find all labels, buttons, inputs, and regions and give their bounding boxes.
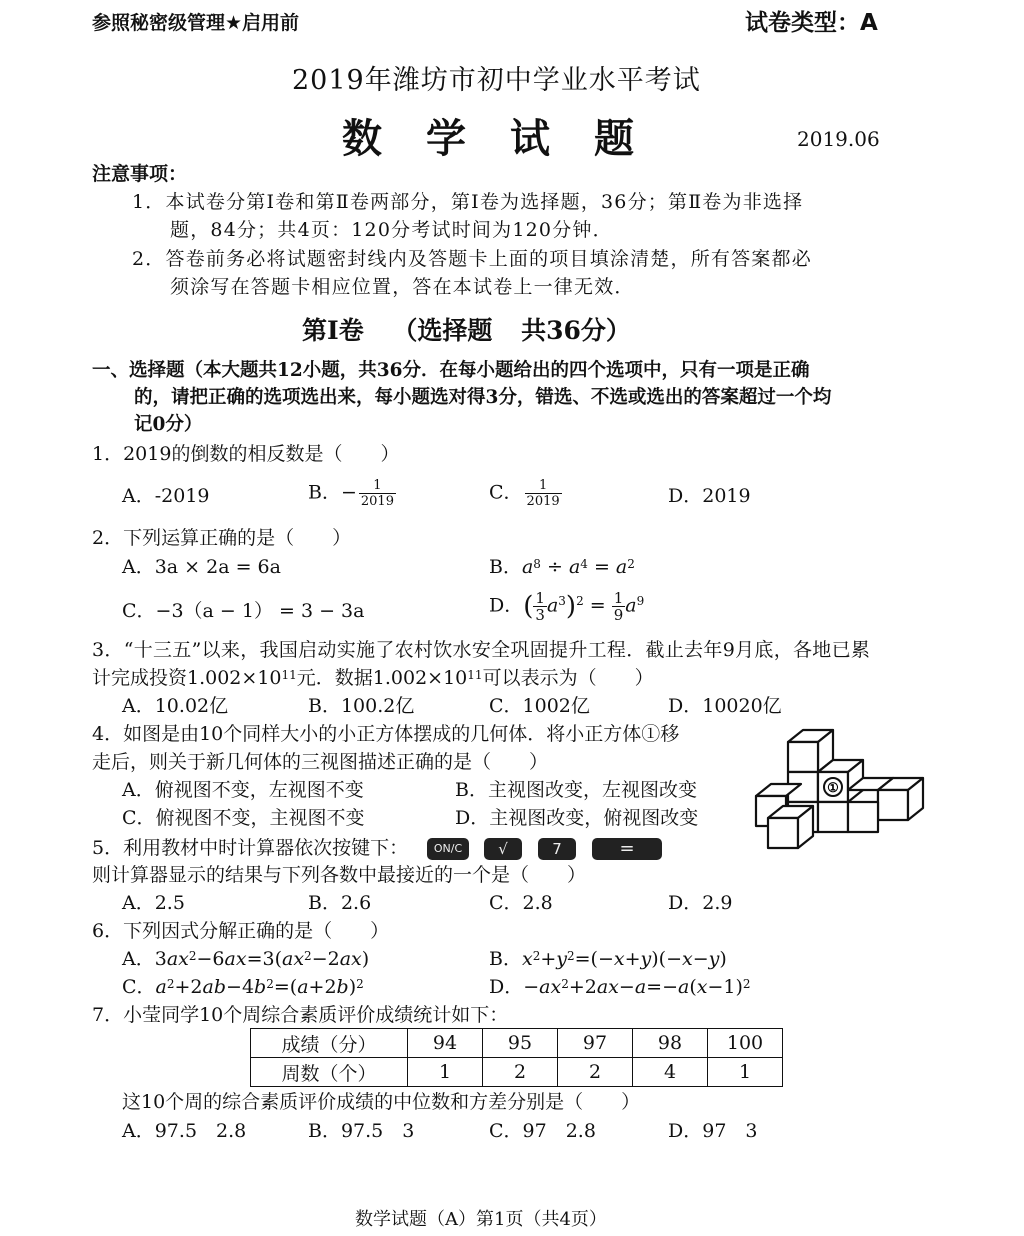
notice-item-2-cont: 须涂写在答题卡相应位置，答在本试卷上一律无效． xyxy=(170,276,635,298)
q7-option-b: B．97.5 3 xyxy=(308,1120,415,1142)
q4-stem: 4．如图是由10个同样大小的小正方体摆成的几何体．将小正方体①移 xyxy=(92,723,680,745)
exam-date: 2019.06 xyxy=(797,127,880,151)
q4-option-a: A．俯视图不变，左视图不变 xyxy=(122,779,364,801)
calculator-key-equals: = xyxy=(592,838,662,860)
q3-option-b: B．100.2亿 xyxy=(308,695,415,717)
table-cell: 1 xyxy=(708,1058,783,1087)
q6-option-b: B．$x^2+y^2=(-x+y)(-x-y)$ xyxy=(489,948,727,970)
q6-option-c: C．$a^2+2ab-4b^2=(a+2b)^2$ xyxy=(122,976,364,998)
q7-question: 这10个周的综合素质评价成绩的中位数和方差分别是（ ） xyxy=(122,1091,641,1113)
q6-option-d: D．$-ax^2+2ax-a=-a(x-1)^2$ xyxy=(489,976,751,998)
q5-option-a: A．2.5 xyxy=(122,892,185,914)
part-instructions-line3: 记0分） xyxy=(134,414,203,435)
cube-label: ① xyxy=(827,781,839,796)
table-cell: 100 xyxy=(708,1029,783,1058)
q2-option-b: B．$a^8 \div a^4 = a^2$ xyxy=(489,556,635,578)
q7-option-d: D．97 3 xyxy=(668,1120,758,1142)
q1-stem: 1．2019的倒数的相反数是（ ） xyxy=(92,443,400,465)
q7-option-c: C．97 2.8 xyxy=(489,1120,596,1142)
notice-item-2: 2．答卷前务必将试题密封线内及答题卡上面的项目填涂清楚，所有答案都必 xyxy=(132,248,812,270)
table-cell: 97 xyxy=(558,1029,633,1058)
q3-option-a: A．10.02亿 xyxy=(122,695,229,717)
q2-option-c: C．−3（a − 1） = 3 − 3a xyxy=(122,600,365,622)
table-cell: 成绩（分） xyxy=(251,1029,408,1058)
table-cell: 95 xyxy=(483,1029,558,1058)
cube-figure xyxy=(748,722,933,857)
q4-option-d: D．主视图改变，俯视图改变 xyxy=(455,807,699,829)
calculator-key-onc: ON/C xyxy=(427,838,469,860)
table-cell: 4 xyxy=(633,1058,708,1087)
q2-option-d: D．( $\frac{1}{3}$ $a^3)^2$ = $\frac{1}{9}$ $a^9$ xyxy=(489,589,645,624)
q3-stem: 3．“十三五”以来，我国启动实施了农村饮水安全巩固提升工程．截止去年9月底，各地已累 xyxy=(92,639,871,661)
notice-heading: 注意事项： xyxy=(92,163,188,185)
q5-option-b: B．2.6 xyxy=(308,892,372,914)
q3-option-d: D．10020亿 xyxy=(668,695,782,717)
table-cell: 94 xyxy=(408,1029,483,1058)
q5-option-c: C．2.8 xyxy=(489,892,553,914)
q3-option-c: C．1002亿 xyxy=(489,695,590,717)
q7-stem: 7．小莹同学10个周综合素质评价成绩统计如下： xyxy=(92,1004,509,1026)
q6-option-a: A．$3ax^2-6ax=3(ax^2-2ax)$ xyxy=(122,948,370,970)
q1-option-b: B．− $\frac{1}{2019}$ xyxy=(308,478,394,509)
q1-option-d: D．2019 xyxy=(668,485,751,507)
notice-item-1-cont: 题，84分；共4页：120分考试时间为120分钟． xyxy=(170,219,613,241)
q2-option-a: A．3a × 2a = 6a xyxy=(122,556,281,578)
q1-option-c: C． $\frac{1}{2019}$ xyxy=(489,478,560,509)
q4-option-b: B．主视图改变，左视图改变 xyxy=(455,779,697,801)
table-row xyxy=(251,1058,783,1087)
score-table xyxy=(250,1028,783,1087)
q4-option-c: C．俯视图不变，主视图不变 xyxy=(122,807,365,829)
section-title: 第Ⅰ卷 （选择题 共36分） xyxy=(302,316,631,345)
q5-option-d: D．2.9 xyxy=(668,892,733,914)
subject-title: 数学试题 xyxy=(342,115,678,162)
table-cell: 2 xyxy=(483,1058,558,1087)
q5-stem-line2: 则计算器显示的结果与下列各数中最接近的一个是（ ） xyxy=(92,864,587,886)
table-cell: 1 xyxy=(408,1058,483,1087)
table-cell: 98 xyxy=(633,1029,708,1058)
q2-stem: 2．下列运算正确的是（ ） xyxy=(92,527,352,549)
q3-stem-line2: 计完成投资$1.002\times 10^{11}$元．数据$1.002\times 10^{11}$可以表示为（ ） xyxy=(92,667,654,689)
q4-stem-line2: 走后，则关于新几何体的三视图描述正确的是（ ） xyxy=(92,751,549,773)
table-cell: 周数（个） xyxy=(251,1058,408,1087)
notice-item-1: 1．本试卷分第Ⅰ卷和第Ⅱ卷两部分，第Ⅰ卷为选择题，36分；第Ⅱ卷为非选择 xyxy=(132,191,804,213)
part-instructions-line2: 的，请把正确的选项选出来，每小题选对得3分，错选、不选或选出的答案超过一个均 xyxy=(134,387,832,408)
q6-stem: 6．下列因式分解正确的是（ ） xyxy=(92,920,390,942)
table-row xyxy=(251,1029,783,1058)
page-footer: 数学试题（A）第1页（共4页） xyxy=(355,1209,607,1230)
part-instructions: 一、选择题（本大题共12小题，共36分．在每小题给出的四个选项中，只有一项是正确 xyxy=(92,360,810,381)
q5-stem: 5．利用教材中时计算器依次按键下： xyxy=(92,837,409,859)
q7-option-a: A．97.5 2.8 xyxy=(122,1120,247,1142)
secret-level-label: 参照秘密级管理★启用前 xyxy=(92,12,300,34)
q1-option-a: A．-2019 xyxy=(122,485,210,507)
paper-type-label: 试卷类型：A xyxy=(745,10,878,36)
calculator-key-sqrt: √ xyxy=(484,838,522,860)
table-cell: 2 xyxy=(558,1058,633,1087)
exam-title: 2019年潍坊市初中学业水平考试 xyxy=(292,65,701,96)
calculator-key-7: 7 xyxy=(538,838,576,860)
